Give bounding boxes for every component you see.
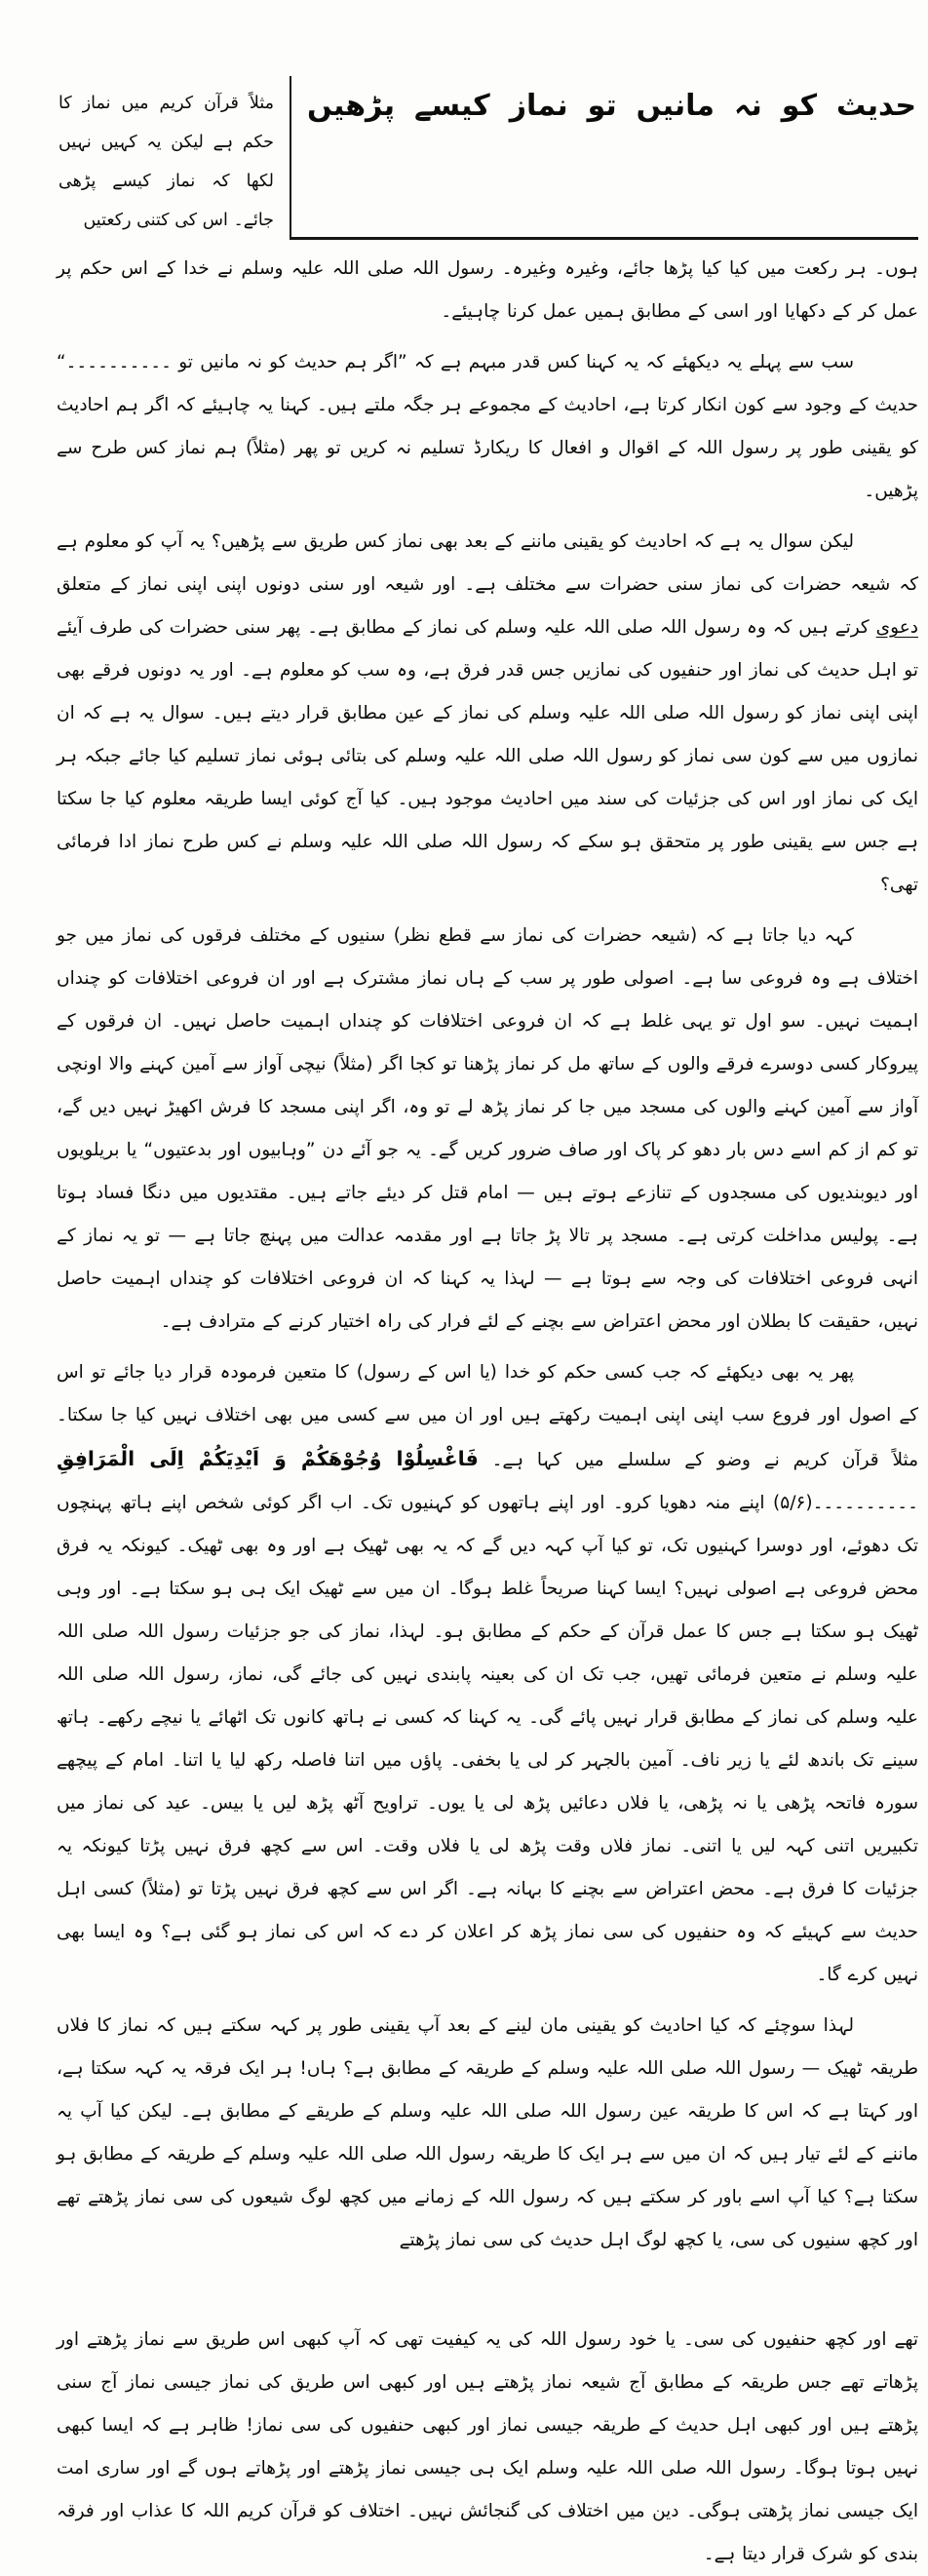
article-body: [57, 248, 918, 2576]
paragraph: [57, 915, 918, 1344]
paragraph-text: ہوں۔ ہر رکعت میں کیا کیا پڑھا جائے، وغیرہ وغیرہ۔ رسول اللہ صلی اللہ علیہ وسلم نے خدا کے اس حکم پر عمل کر کے دکھایا اور اسی کے مطابق ہمیں عمل کرنا چاہیئے۔: [57, 258, 918, 322]
paragraph-text: کہہ دیا جاتا ہے کہ (شیعہ حضرات کی نماز سے قطع نظر) سنیوں کے مختلف فرقوں کی نماز میں جو اختلاف ہے وہ فروعی سا ہے۔ اصولی طور پر سب کے ہاں نماز مشترک ہے اور ان فروعی اختلافات کو چنداں اہمیت نہیں۔ سو اول تو یہی غلط ہے کہ ان فروعی اختلافات کو چنداں اہمیت حاصل نہیں۔ ان فرقوں کے پیروکار کسی دوسرے فرقے والوں کے ساتھ مل کر نماز پڑھنا تو کجا اگر (مثلاً) نیچی آواز سے آمین کہنے والا اونچی آواز سے آمین کہنے والوں کی مسجد میں جا کر نماز پڑھ لے تو وہ، اگر اپنی مسجد کا فرش اکھیڑ نہیں دیں گے، تو کم از کم اسے دس بار دھو کر پاک اور صاف ضرور کریں گے۔ یہ جو آئے دن ”وہابیوں اور بدعتیوں“ یا بریلویوں اور دیوبندیوں کی مسجدوں کے تنازعے ہوتے ہیں — امام قتل کر دیئے جاتے ہیں۔ مقتدیوں میں دنگا فساد ہوتا ہے۔ پولیس مداخلت کرتی ہے۔ مسجد پر تالا پڑ جاتا ہے اور مقدمہ عدالت میں پہنچ جاتا ہے — تو یہ نماز کے انہی فروعی اختلافات کی وجہ سے ہوتا ہے — لہذا یہ کہنا کہ ان فروعی اختلافات کو چنداں اہمیت حاصل نہیں، حقیقت کا بطلان اور محض اعتراض سے بچنے کے لئے فرار کی راہ اختیار کرنے کے مترادف ہے۔: [57, 925, 918, 1332]
quran-verse: فَاغْسِلُوْا وُجُوْهَكُمْ وَ اَيْدِيَكُمْ اِلَى الْمَرَافِقِ: [57, 1447, 479, 1470]
paragraph-text: پھر یہ بھی دیکھئے کہ جب کسی حکم کو خدا (یا اس کے رسول) کا متعین فرمودہ قرار دیا جائے تو اس کے اصول اور فروع سب اپنی اپنی اہمیت رکھتے ہیں اور ان میں سے کسی میں بھی اختلاف نہیں کیا جا سکتا۔ مثلاً قرآن کریم نے وضو کے سلسلے میں کہا ہے۔: [57, 1362, 918, 1470]
paragraph: [57, 341, 918, 513]
paragraph: [57, 2319, 918, 2576]
paragraph-text: کرتے ہیں کہ وہ رسول اللہ صلی اللہ علیہ وسلم کی نماز کے مطابق ہے۔ پھر سنی حضرات کی طرف آیئے تو اہل حدیث کی نماز اور حنفیوں کی نمازیں جس قدر فرق ہے، وہ سب کو معلوم ہے۔ اور یہ دونوں فرقے بھی اپنی اپنی نماز کو رسول اللہ صلی اللہ علیہ وسلم کی نماز کے عین مطابق قرار دیتے ہیں۔ سوال یہ ہے کہ ان نمازوں میں سے کون سی نماز کو رسول اللہ صلی اللہ علیہ وسلم کی بتائی ہوئی نماز تسلیم کیا جائے جبکہ ہر ایک کی نماز اور اس کی جزئیات کی سند میں احادیث موجود ہیں۔ کیا آج کوئی ایسا طریقہ معلوم کیا جا سکتا ہے جس سے یقینی طور پر متحقق ہو سکے کہ رسول اللہ صلی اللہ علیہ وسلم نے کس طرح نماز ادا فرمائی تھی؟: [57, 617, 918, 895]
paragraph: [57, 248, 918, 333]
title-block: [57, 76, 918, 240]
title-lead-text: مثلاً قرآن کریم میں نماز کا حکم ہے لیکن یہ کہیں نہیں لکھا کہ نماز کیسے پڑھی جائے۔ اس کی کتنی رکعتیں: [58, 94, 274, 230]
paragraph: [57, 2005, 918, 2262]
paragraph-text: لہذا سوچئے کہ کیا احادیث کو یقینی مان لینے کے بعد آپ یقینی طور پر کہہ سکتے ہیں کہ نماز کا فلاں طریقہ ٹھیک — رسول اللہ صلی اللہ علیہ وسلم کے طریقہ کے مطابق ہے؟ ہاں! ہر ایک فرقہ یہ کہہ سکتا ہے، اور کہتا ہے کہ اس کا طریقہ عین رسول اللہ صلی اللہ علیہ وسلم کے طریقے کے مطابق ہے۔ لیکن کیا آپ یہ ماننے کے لئے تیار ہیں کہ ان میں سے ہر ایک کا طریقہ رسول اللہ صلی اللہ علیہ وسلم کے طریقہ کے مطابق ہو سکتا ہے؟ کیا آپ اسے باور کر سکتے ہیں کہ رسول اللہ کے زمانے میں کچھ لوگ شیعوں کی سی نماز پڑھتے تھے اور کچھ سنیوں کی سی، یا کچھ لوگ اہل حدیث کی سی نماز پڑھتے: [57, 2015, 918, 2250]
paragraph-text: سب سے پہلے یہ دیکھئے کہ یہ کہنا کس قدر مبہم ہے کہ ”اگر ہم حدیث کو نہ مانیں تو ۔۔۔۔۔۔۔۔۔۔“ حدیث کے وجود سے کون انکار کرتا ہے، احادیث کے مجموعے ہر جگہ ملتے ہیں۔ کہنا یہ چاہیئے کہ اگر ہم احادیث کو یقینی طور پر رسول اللہ کے اقوال و افعال کا ریکارڈ تسلیم نہ کریں تو پھر (مثلاً) ہم نماز کس طرح سے پڑھیں۔: [57, 352, 918, 501]
paragraph: [57, 1351, 918, 1997]
paragraph-text: لیکن سوال یہ ہے کہ احادیث کو یقینی ماننے کے بعد بھی نماز کس طریق سے پڑھیں؟ یہ آپ کو معلوم ہے کہ شیعہ حضرات کی نماز سنی حضرات سے مختلف ہے۔ اور شیعہ اور سنی دونوں اپنی اپنی نماز کے متعلق: [57, 531, 918, 595]
paragraph: [57, 521, 918, 907]
paragraph-text: دعوی: [875, 617, 918, 638]
paragraph-text: تھے اور کچھ حنفیوں کی سی۔ یا خود رسول اللہ کی یہ کیفیت تھی کہ آپ کبھی اس طریق سے نماز پڑھتے اور پڑھاتے تھے جس طریقہ کے مطابق آج شیعہ نماز پڑھتے ہیں اور کبھی اس طریق کی نماز جیسی نماز آج سنی پڑھتے ہیں اور کبھی اہل حدیث کے طریقہ جیسی نماز اور کبھی حنفیوں کی سی نماز! ظاہر ہے کہ ایسا کبھی نہیں ہوتا ہوگا۔ رسول اللہ صلی اللہ علیہ وسلم ایک ہی جیسی نماز پڑھتے اور پڑھاتے ہوں گے اور ساری امت ایک جیسی نماز پڑھتی ہوگی۔ دین میں اختلاف کی گنجائش نہیں۔ اختلاف کو قرآن کریم اللہ کا عذاب اور فرقہ بندی کو شرک قرار دیتا ہے۔: [57, 2329, 918, 2564]
article-title: حدیث کو نہ مانیں تو نماز کیسے پڑھیں: [290, 76, 918, 240]
paragraph-text: ۔۔۔۔۔۔۔۔۔۔(۵/۶) اپنے منہ دھویا کرو۔ اور اپنے ہاتھوں کو کہنیوں تک۔ اب اگر کوئی شخص اپنے ہاتھ پہنچوں تک دھوئے، اور دوسرا کہنیوں تک، تو کیا آپ کہہ دیں گے کہ یہ بھی ٹھیک ہے اور وہ بھی ٹھیک۔ کیونکہ یہ فرق محض فروعی ہے اصولی نہیں؟ ایسا کہنا صریحاً غلط ہوگا۔ ان میں سے ٹھیک ایک ہی ہو سکتا ہے۔ اور وہی ٹھیک ہو سکتا ہے جس کا عمل قرآن کے حکم کے مطابق ہو۔ لہذا، نماز کی جو جزئیات رسول اللہ صلی اللہ علیہ وسلم نے متعین فرمائی تھیں، جب تک ان کی بعینہ پابندی نہیں کی جائے گی، نماز، رسول اللہ صلی اللہ علیہ وسلم کی نماز کے مطابق قرار نہیں پائے گی۔ یہ کہنا کہ کسی نے ہاتھ کانوں تک اٹھائے یا نیچے رکھے۔ ہاتھ سینے تک باندھ لئے یا زیر ناف۔ آمین بالجہر کر لی یا بخفی۔ پاؤں میں اتنا فاصلہ رکھ لیا یا اتنا۔ امام کے پیچھے سورہ فاتحہ پڑھی یا نہ پڑھی، یا فلاں دعائیں پڑھ لی یا یوں۔ تراویح آٹھ پڑھ لیں یا بیس۔ عید کی نماز میں تکبیریں اتنی کہہ لیں یا اتنی۔ نماز فلاں وقت پڑھ لی یا فلاں وقت۔ اس سے کچھ فرق نہیں پڑتا کیونکہ یہ جزئیات کا فرق ہے۔ محض اعتراض سے بچنے کا بہانہ ہے۔ اگر اس سے کچھ فرق نہیں پڑتا تو (مثلاً) کسی اہل حدیث سے کہیئے کہ وہ حنفیوں کی سی نماز پڑھ کر اعلان کر دے کہ اس کی نماز ہو گئی ہے؟ وہ ایسا بھی نہیں کرے گا۔: [57, 1493, 918, 1985]
